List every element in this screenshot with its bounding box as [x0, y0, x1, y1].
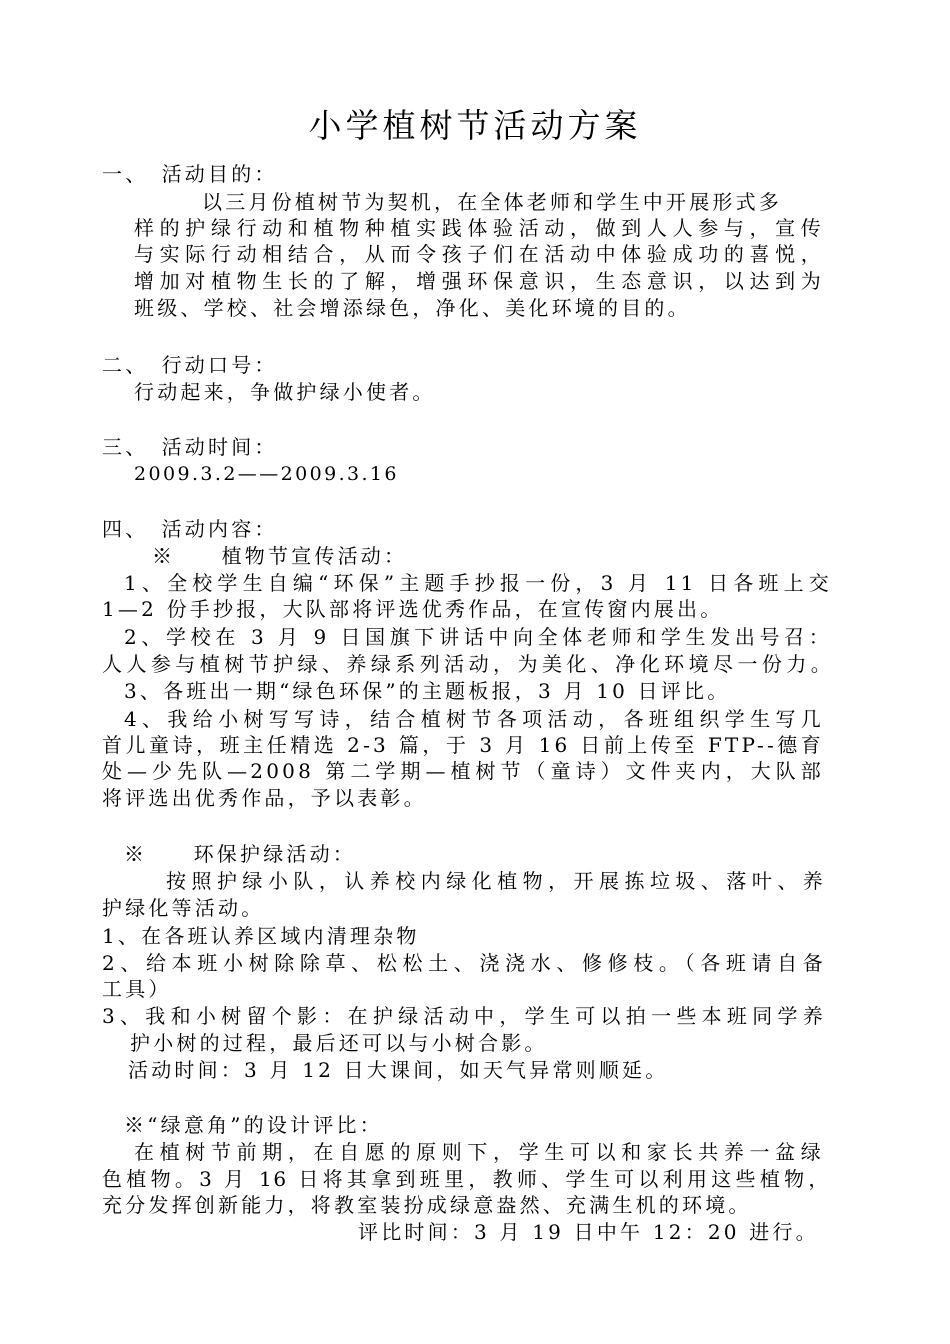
- subsection-heading-green-care: ※ 环保护绿活动：: [124, 842, 356, 866]
- paragraph-line: 首儿童诗，班主任精选 2-3 篇，于 3 月 16 日前上传至 FTP--德育: [102, 733, 824, 757]
- paragraph-line: 1、全校学生自编“环保”主题手抄报一份，3 月 11 日各班上交: [124, 571, 832, 595]
- paragraph-line: 色植物。3 月 16 日将其拿到班里，教师、学生可以利用这些植物，: [102, 1167, 830, 1191]
- section-heading-time: 三、 活动时间：: [102, 435, 278, 459]
- paragraph-line: 3、各班出一期“绿色环保”的主题板报，3 月 10 日评比。: [124, 679, 731, 703]
- paragraph-line: 以三月份植树节为契机，在全体老师和学生中开展形式多: [202, 190, 782, 214]
- activity-time-note: 活动时间：3 月 12 日大课间，如天气异常则顺延。: [128, 1058, 669, 1082]
- document-title: 小学植树节活动方案: [308, 106, 642, 145]
- activity-date-range: 2009.3.2——2009.3.16: [134, 463, 399, 485]
- paragraph-line: 样的护绿行动和植物种植实践体验活动，做到人人参与，宣传: [134, 216, 824, 240]
- paragraph-line: 4、我给小树写写诗，结合植树节各项活动，各班组织学生写几: [124, 707, 824, 731]
- list-item-continuation: 工具）: [102, 977, 172, 1001]
- paragraph-line: 1—2 份手抄报，大队部将评选优秀作品，在宣传窗内展出。: [102, 597, 724, 621]
- paragraph-line: 在植树节前期，在自愿的原则下，学生可以和家长共养一盆绿: [134, 1140, 824, 1164]
- slogan-text: 行动起来，争做护绿小使者。: [134, 380, 436, 404]
- section-heading-purpose: 一、 活动目的：: [102, 162, 278, 186]
- paragraph-line: 班级、学校、社会增添绿色，净化、美化环境的目的。: [134, 296, 691, 320]
- paragraph-line: 人人参与植树节护绿、养绿系列活动，为美化、净化环境尽一份力。: [102, 652, 832, 676]
- subsection-heading-publicity: ※ 植物节宣传活动：: [152, 544, 408, 568]
- section-heading-content: 四、 活动内容：: [102, 517, 278, 541]
- paragraph-line: 护绿化等活动。: [102, 896, 265, 920]
- section-heading-slogan: 二、 行动口号：: [102, 353, 278, 377]
- list-item: 3、我和小树留个影：在护绿活动中，学生可以拍一些本班同学养: [102, 1004, 826, 1028]
- paragraph-line: 充分发挥创新能力，将教室装扮成绿意盎然、充满生机的环境。: [102, 1193, 752, 1217]
- paragraph-line: 处—少先队—2008 第二学期—植树节（童诗）文件夹内，大队部: [102, 759, 824, 783]
- paragraph-line: 按照护绿小队，认养校内绿化植物，开展拣垃圾、落叶、养: [166, 869, 826, 893]
- list-item: 1、在各班认养区域内清理杂物: [102, 924, 420, 948]
- paragraph-line: 2、学校在 3 月 9 日国旗下讲话中向全体老师和学生发出号召：: [124, 625, 832, 649]
- list-item-continuation: 护小树的过程，最后还可以与小树合影。: [130, 1031, 548, 1055]
- subsection-heading-green-corner: ※“绿意角”的设计评比：: [124, 1113, 383, 1137]
- paragraph-line: 将评选出优秀作品，予以表彰。: [102, 786, 427, 810]
- evaluation-time-note: 评比时间：3 月 19 日中午 12：20 进行。: [358, 1220, 819, 1244]
- paragraph-line: 与实际行动相结合，从而令孩子们在活动中体验成功的喜悦，: [134, 242, 824, 266]
- list-item: 2、给本班小树除除草、松松土、浇浇水、修修枝。（各班请自备: [102, 951, 826, 975]
- paragraph-line: 增加对植物生长的了解，增强环保意识，生态意识，以达到为: [134, 269, 824, 293]
